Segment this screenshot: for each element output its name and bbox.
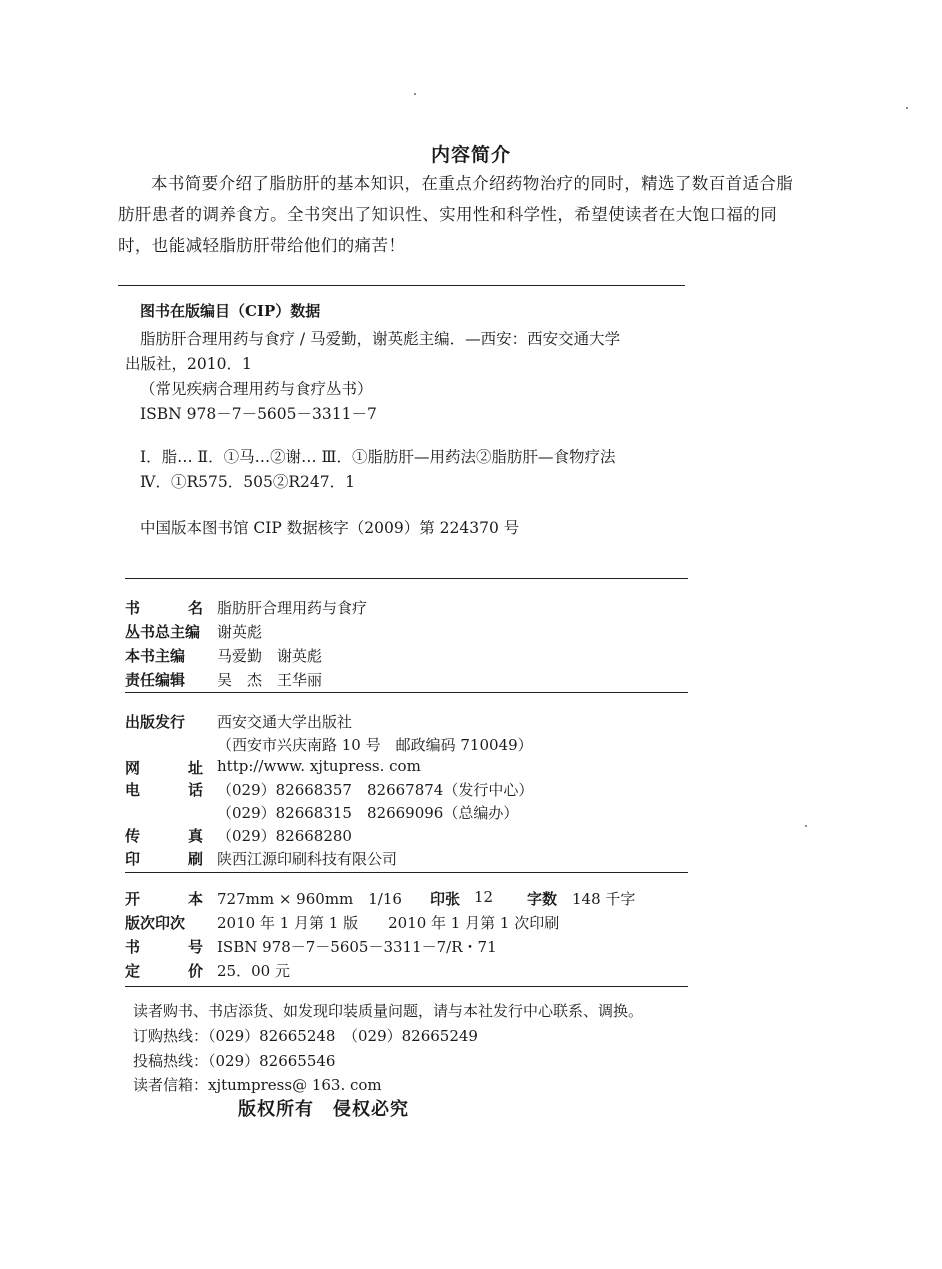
book-info-label: 书 名 xyxy=(125,599,203,617)
scan-speck xyxy=(414,93,416,95)
book-info-label: 本书主编 xyxy=(125,647,186,665)
divider xyxy=(125,986,688,987)
publisher-info-value: （029）82668357 82667874（发行中心） xyxy=(217,781,534,800)
price-value: 25．00 元 xyxy=(217,962,290,980)
edition-value: 2010 年 1 月第 1 版 2010 年 1 月第 1 次印刷 xyxy=(217,914,560,932)
divider xyxy=(125,578,688,579)
reader-email: 读者信箱：xjtumpress@ 163. com xyxy=(133,1076,382,1094)
publisher-info-value: 陕西江源印刷科技有限公司 xyxy=(217,849,398,868)
price-label: 定 价 xyxy=(125,962,203,980)
publisher-info-value: （029）82668315 82669096（总编办） xyxy=(217,804,519,823)
publisher-info-label: 传 真 xyxy=(125,827,203,845)
cip-classification: Ⅳ．①R575．505②R247．1 xyxy=(140,473,355,491)
format-value: 727mm × 960mm 1/16 xyxy=(217,890,402,908)
divider xyxy=(125,872,688,873)
edition-label: 版次印次 xyxy=(125,914,186,932)
book-info-value: 脂肪肝合理用药与食疗 xyxy=(217,599,368,617)
publisher-info-label: 电 话 xyxy=(125,781,203,800)
isbn-value: ISBN 978－7－5605－3311－7/R・71 xyxy=(217,938,497,956)
format-label: 开 本 xyxy=(125,890,203,908)
sheets-label: 印张 xyxy=(430,890,461,908)
publisher-info-label: 出版发行 xyxy=(125,713,186,731)
cip-line: 脂肪肝合理用药与食疗 / 马爱勤，谢英彪主编．—西安：西安交通大学 xyxy=(140,330,621,348)
book-info-label: 责任编辑 xyxy=(125,671,186,689)
cip-line: 出版社，2010．1 xyxy=(125,355,252,373)
reader-notice: 读者购书、书店添货、如发现印装质量问题，请与本社发行中心联系、调换。 xyxy=(133,1002,644,1020)
book-info-value: 吴 杰 王华丽 xyxy=(217,671,323,689)
divider xyxy=(118,285,685,286)
publisher-info-label: 网 址 xyxy=(125,758,203,777)
order-hotline: 订购热线：（029）82665248 （029）82665249 xyxy=(133,1027,478,1045)
cip-classification: Ⅰ．脂… Ⅱ．①马…②谢… Ⅲ．①脂肪肝—用药法②脂肪肝—食物疗法 xyxy=(140,448,616,466)
isbn-label: 书 号 xyxy=(125,938,203,956)
sheets-value: 12 xyxy=(474,888,494,906)
submission-hotline: 投稿热线：（029）82665546 xyxy=(133,1052,336,1070)
book-info-label: 丛书总主编 xyxy=(125,623,201,641)
scan-speck xyxy=(805,825,807,827)
book-info-value: 谢英彪 xyxy=(217,623,263,641)
summary-body xyxy=(118,168,808,261)
publisher-info-value: 西安交通大学出版社 xyxy=(217,713,353,731)
publisher-info-value: （029）82668280 xyxy=(217,827,352,845)
book-info-value: 马爱勤 谢英彪 xyxy=(217,647,323,665)
publisher-info-value: （西安市兴庆南路 10 号 邮政编码 710049） xyxy=(217,735,533,754)
cip-record: 中国版本图书馆 CIP 数据核字（2009）第 224370 号 xyxy=(140,519,520,537)
summary-title: 内容简介 xyxy=(430,144,511,166)
words-value: 148 千字 xyxy=(572,890,636,908)
cip-line: ISBN 978－7－5605－3311－7 xyxy=(140,405,377,423)
scan-speck xyxy=(906,107,908,109)
publisher-info-label: 印 刷 xyxy=(125,849,203,868)
divider xyxy=(125,692,688,693)
words-label: 字数 xyxy=(527,890,558,908)
cip-heading: 图书在版编目（CIP）数据 xyxy=(140,302,321,320)
cip-line: （常见疾病合理用药与食疗丛书） xyxy=(140,380,373,398)
copyright-notice: 版权所有 侵权必究 xyxy=(238,1099,409,1120)
publisher-info-value: http://www. xjtupress. com xyxy=(217,756,421,775)
summary-paragraph: 本书简要介绍了脂肪肝的基本知识，在重点介绍药物治疗的同时，精选了数百首适合脂肪肝患者的调养食方。全书突出了知识性、实用性和科学性，希望使读者在大饱口福的同时，也能减轻脂肪肝带给他们的痛苦！ xyxy=(118,174,794,255)
